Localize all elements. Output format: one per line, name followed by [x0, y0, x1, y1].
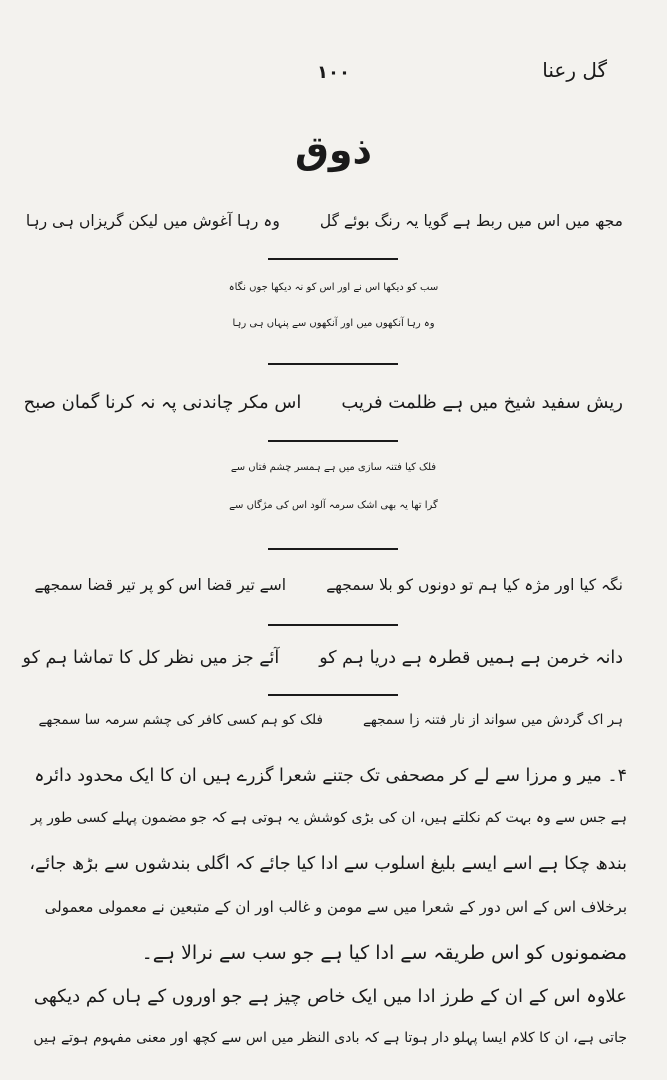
misra-2a: سب کو دیکھا اس نے اور اس کو نہ دیکھا جوں نگاہ — [228, 282, 439, 293]
separator-rule — [268, 440, 398, 442]
prose-line: مضمونوں کو اس طریقہ سے ادا کیا ہے جو سب سے نرالا ہے۔ — [141, 942, 627, 964]
poet-heading: ذوق — [294, 128, 373, 172]
couplet-5 — [34, 576, 623, 594]
misra-6a: دانہ خرمن ہے ہمیں قطرہ ہے دریا ہم کو — [319, 648, 623, 668]
prose-line: علاوہ اس کے ان کے طرز ادا میں ایک خاص چیز ہے جو اوروں کے ہاں کم دیکھی — [33, 986, 627, 1007]
misra-3b: اس مکر چاندنی پہ نہ کرنا گمان صبح — [23, 392, 302, 413]
prose-line: جاتی ہے، ان کا کلام ایسا پہلو دار ہوتا ہے کہ بادی النظر میں اس سے کچھ اور معنی مفہوم ہوتے ہیں — [33, 1030, 627, 1046]
misra-3a: ریش سفید شیخ میں ہے ظلمت فریب — [341, 392, 623, 413]
misra-6b: آئے جز میں نظر کل کا تماشا ہم کو — [22, 648, 280, 668]
separator-rule — [268, 694, 398, 696]
prose-line: بندھ چکا ہے اسے ایسے بلیغ اسلوب سے ادا کیا جائے کہ اگلی بندشوں سے بڑھ جائے، — [29, 854, 627, 874]
couplet-1 — [26, 212, 623, 230]
couplet-7 — [39, 712, 623, 728]
prose-line: ہے جس سے وہ بہت کم نکلتے ہیں، ان کی بڑی کوشش یہ ہوتی ہے کہ جو مضمون پہلے کسی طور پر — [31, 810, 627, 826]
couplet-3 — [24, 392, 623, 413]
couplet-6 — [23, 648, 623, 668]
misra-5b: اسے تیر قضا اس کو پر تیر قضا سمجھے — [34, 576, 287, 594]
misra-2b: وہ رہا آنکھوں میں اور آنکھوں سے پنہاں ہی رہا — [232, 318, 435, 329]
separator-rule — [268, 624, 398, 626]
running-head-title: گل رعنا — [542, 58, 607, 82]
misra-1b: وہ رہا آغوش میں لیکن گریزاں ہی رہا — [25, 212, 280, 230]
page-number: ١٠٠ — [317, 62, 350, 83]
misra-4b: گرا تھا یہ بھی اشک سرمہ آلود اس کی مژگاں سے — [229, 500, 438, 511]
misra-1a: مجھ میں اس میں ربط ہے گویا یہ رنگ بوئے گل — [319, 212, 623, 230]
misra-4a: فلک کیا فتنہ سازی میں ہے ہمسر چشم فتاں سے — [230, 462, 437, 473]
prose-line: ۴۔ میر و مرزا سے لے کر مصحفی تک جتنے شعرا گزرے ہیں ان کا ایک محدود دائرہ — [34, 766, 627, 786]
separator-rule — [268, 258, 398, 260]
separator-rule — [268, 548, 398, 550]
misra-5a: نگہ کیا اور مژہ کیا ہم تو دونوں کو بلا سمجھے — [326, 576, 623, 594]
misra-7a: ہر اک گردش میں سواند از نار فتنہ زا سمجھے — [362, 712, 623, 728]
misra-7b: فلک کو ہم کسی کافر کی چشم سرمہ سا سمجھے — [38, 712, 323, 728]
separator-rule — [268, 363, 398, 365]
prose-line: برخلاف اس کے اس دور کے شعرا میں سے مومن و غالب اور ان کے متبعین نے معمولی معمولی — [44, 898, 627, 916]
